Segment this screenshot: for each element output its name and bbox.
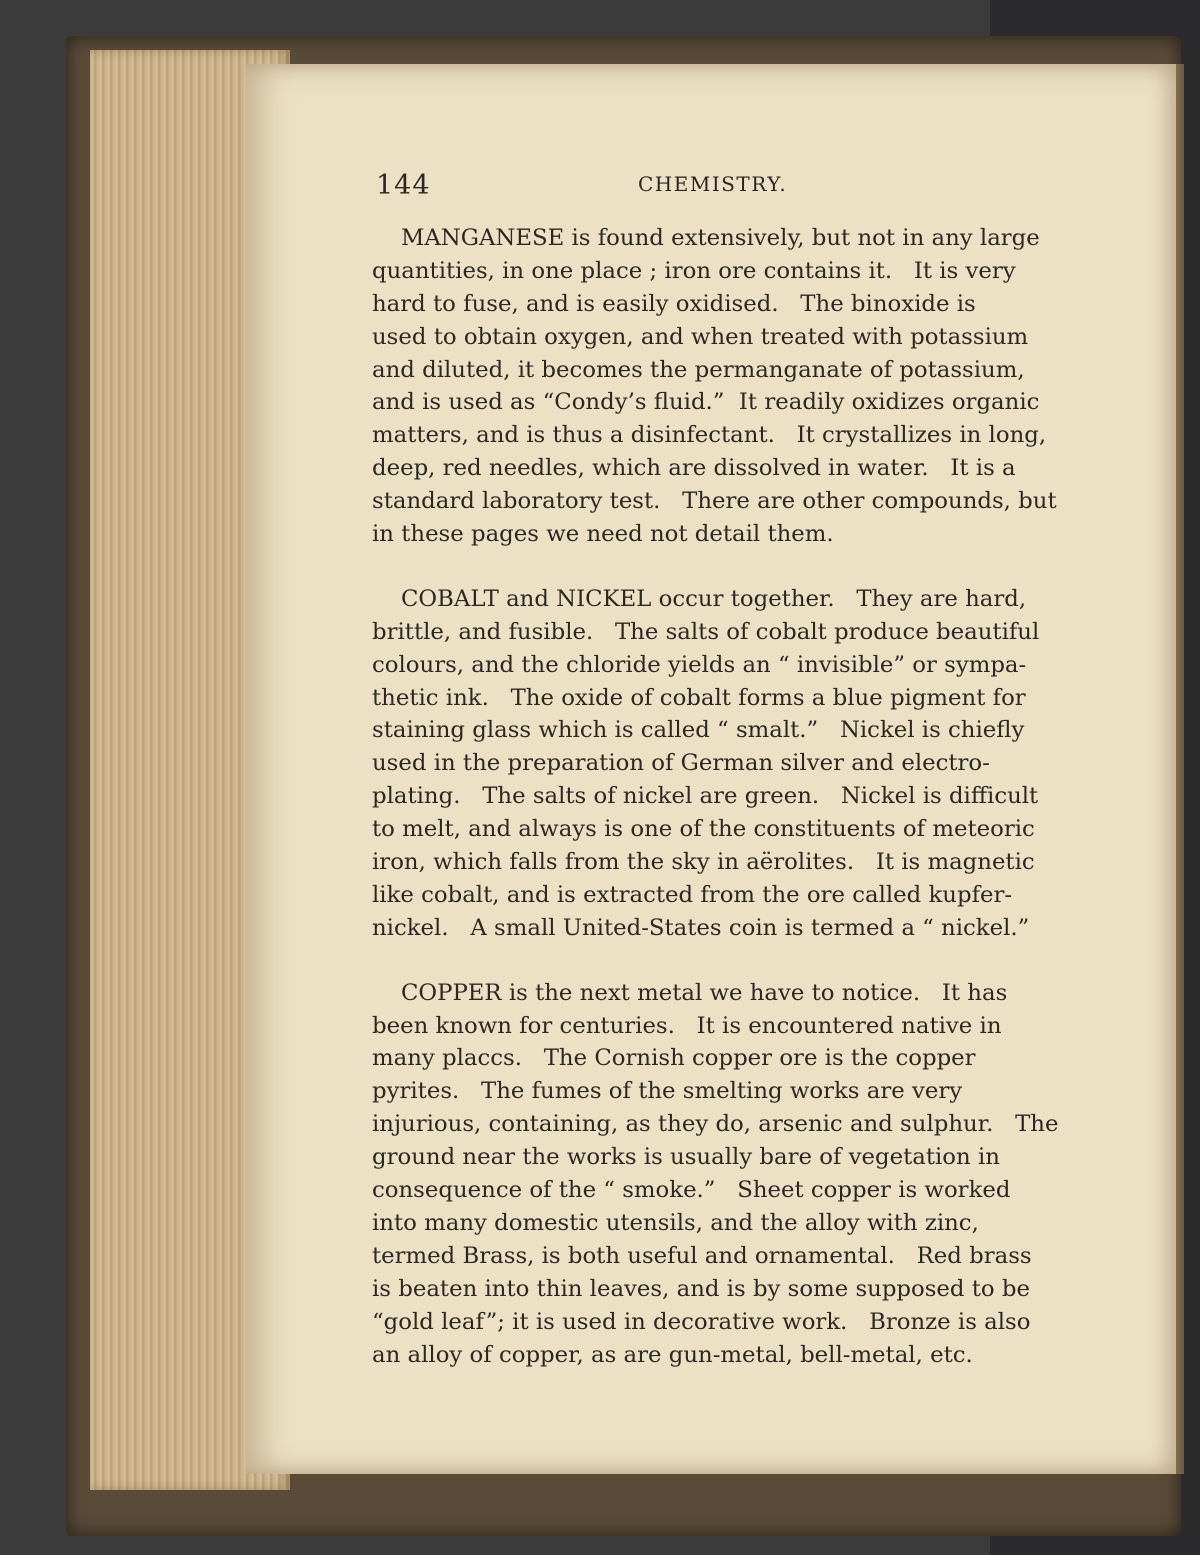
text-line: injurious, containing, as they do, arsenic and sulphur. The — [372, 1111, 1059, 1138]
text-line: been known for centuries. It is encountered native in — [372, 1012, 1002, 1039]
paragraph-copper — [372, 977, 1102, 1372]
text-line: deep, red needles, which are dissolved in water. It is a — [372, 455, 1016, 482]
text-line: nickel. A small United-States coin is termed a “ nickel.” — [372, 914, 1030, 941]
text-line: is beaten into thin leaves, and is by some supposed to be — [372, 1275, 1030, 1302]
text-line: to melt, and always is one of the constituents of meteoric — [372, 816, 1035, 843]
text-line: iron, which falls from the sky in aërolites. It is magnetic — [372, 849, 1035, 876]
text-line: “gold leaf”; it is used in decorative work. Bronze is also — [372, 1308, 1031, 1335]
text-line: thetic ink. The oxide of cobalt forms a blue pigment for — [372, 684, 1026, 711]
text-line: into many domestic utensils, and the alloy with zinc, — [372, 1209, 979, 1236]
text-line: many placcs. The Cornish copper ore is the copper — [372, 1045, 976, 1072]
text-line: quantities, in one place ; iron ore contains it. It is very — [372, 257, 1016, 284]
text-line: and diluted, it becomes the permanganate of potassium, — [372, 356, 1025, 383]
page-header — [376, 170, 1106, 206]
text-line: ground near the works is usually bare of vegetation in — [372, 1144, 1000, 1171]
page-number: 144 — [376, 170, 431, 201]
text-line: used in the preparation of German silver and electro- — [372, 750, 990, 777]
text-line: COPPER is the next metal we have to notice. It has — [372, 979, 1008, 1006]
text-line: pyrites. The fumes of the smelting works are very — [372, 1078, 963, 1105]
running-title: CHEMISTRY. — [638, 172, 788, 196]
page-body — [372, 222, 1102, 1403]
text-line: plating. The salts of nickel are green. Nickel is difficult — [372, 783, 1039, 810]
text-line: an alloy of copper, as are gun-metal, bell-metal, etc. — [372, 1341, 973, 1368]
text-line: in these pages we need not detail them. — [372, 521, 834, 548]
text-line: standard laboratory test. There are other compounds, but — [372, 488, 1057, 515]
text-line: termed Brass, is both useful and ornamental. Red brass — [372, 1242, 1032, 1269]
text-line: staining glass which is called “ smalt.” Nickel is chiefly — [372, 717, 1025, 744]
text-line: brittle, and fusible. The salts of cobalt produce beautiful — [372, 618, 1040, 645]
text-line: and is used as “Condy’s fluid.” It readily oxidizes organic — [372, 389, 1040, 416]
text-line: like cobalt, and is extracted from the ore called kupfer- — [372, 881, 1013, 908]
text-line: colours, and the chloride yields an “ invisible” or sympa- — [372, 651, 1027, 678]
text-line: hard to fuse, and is easily oxidised. The binoxide is — [372, 290, 976, 317]
paragraph-cobalt-nickel — [372, 583, 1102, 945]
text-line: matters, and is thus a disinfectant. It crystallizes in long, — [372, 422, 1047, 449]
text-line: COBALT and NICKEL occur together. They are hard, — [372, 585, 1027, 612]
text-line: MANGANESE is found extensively, but not in any large — [372, 225, 1040, 251]
paragraph-manganese — [372, 222, 1102, 551]
text-line: consequence of the “ smoke.” Sheet copper is worked — [372, 1177, 1011, 1204]
text-line: used to obtain oxygen, and when treated with potassium — [372, 323, 1029, 350]
